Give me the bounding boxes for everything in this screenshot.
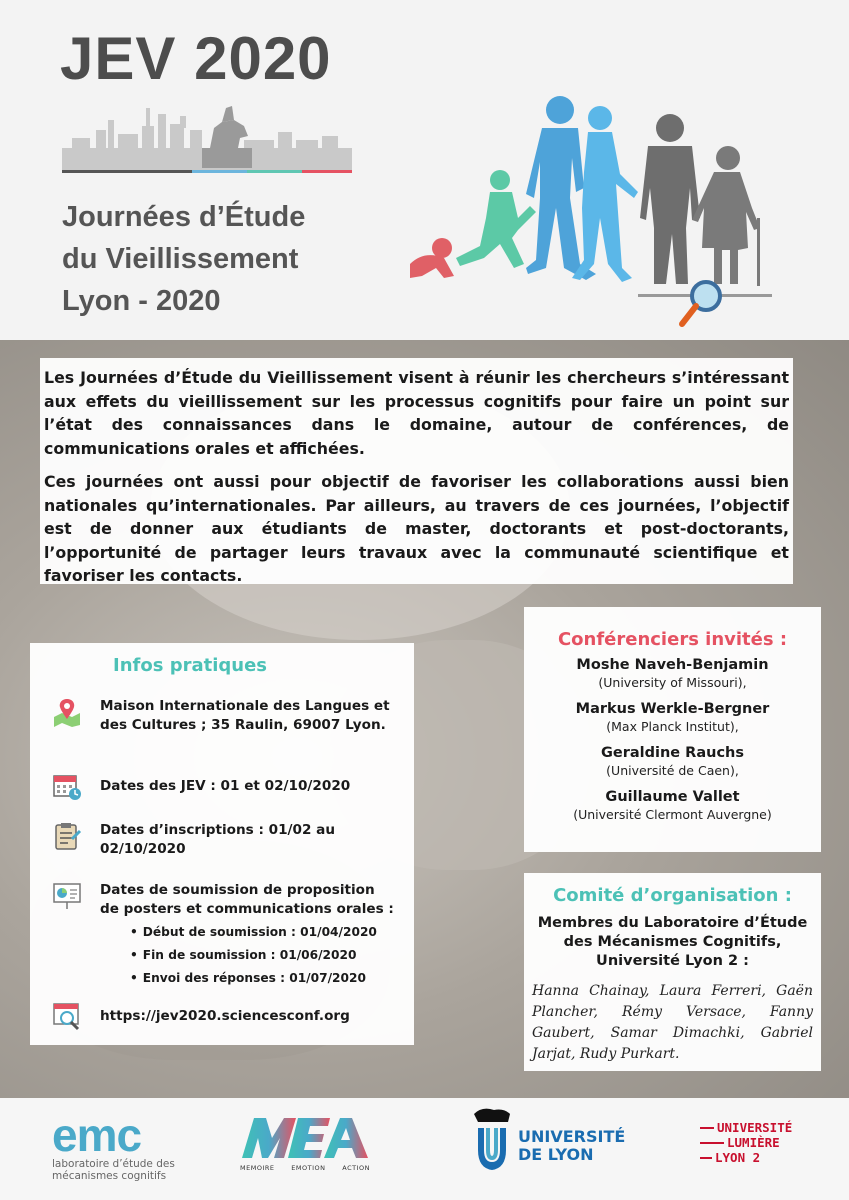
emc-logo xyxy=(52,1109,175,1182)
ul2-line: LYON 2 xyxy=(715,1150,761,1165)
intro-paragraph: Les Journées d’Étude du Vieillissement visent à réunir les chercheurs s’intéressant aux effets du vieillissement sur les processus cognitifs pour faire un point sur l’état des connaissances dans le domaine, autour de conférences, de communications orales et affichées. xyxy=(44,368,789,458)
speaker-affiliation: (Université Clermont Auvergne) xyxy=(573,807,772,822)
lion-crest-icon xyxy=(470,1106,514,1174)
udl-line: UNIVERSITÉ xyxy=(518,1127,626,1146)
speakers-title: Conférenciers invités : xyxy=(557,629,788,650)
lyon-skyline-icon xyxy=(62,100,352,178)
committee-box xyxy=(524,873,821,1071)
presentation-icon xyxy=(52,881,82,911)
footer-logos xyxy=(0,1098,849,1200)
ul2-line: UNIVERSITÉ xyxy=(717,1120,793,1135)
subtitle-line: Lyon - 2020 xyxy=(62,285,221,317)
ul2-line: LUMIÈRE xyxy=(727,1135,780,1150)
speaker-affiliation: (Max Planck Institut), xyxy=(606,719,739,734)
page-title: JEV 2020 xyxy=(60,25,332,92)
subtitle xyxy=(62,196,305,322)
list-item: • Envoi des réponses : 01/07/2020 xyxy=(130,967,377,990)
map-pin-icon xyxy=(52,697,82,727)
emc-line: laboratoire d’étude des xyxy=(52,1158,175,1170)
calendar-icon xyxy=(52,771,82,801)
speaker-name: Geraldine Rauchs xyxy=(600,745,745,761)
list-item: • Début de soumission : 01/04/2020 xyxy=(130,921,377,944)
ul2-logo xyxy=(700,1120,792,1165)
committee-subtitle: Membres du Laboratoire d’Étude des Mécanismes Cognitifs, Université Lyon 2 : xyxy=(537,915,808,969)
list-item: • Fin de soumission : 01/06/2020 xyxy=(130,944,377,967)
emc-wordmark: emc xyxy=(52,1109,142,1161)
globe-search-icon xyxy=(52,1001,82,1031)
infos-title: Infos pratiques xyxy=(113,655,267,676)
dates-jev-text: Dates des JEV : 01 et 02/10/2020 xyxy=(100,778,351,794)
clipboard-icon xyxy=(52,821,82,851)
speaker-name: Markus Werkle-Bergner xyxy=(575,701,770,717)
committee-members: Hanna Chainay, Laura Ferreri, Gaën Plancher, Rémy Versace, Fanny Gaubert, Samar Dimachki, Gabriel Jarjat, Rudy Purkart. xyxy=(532,983,813,1062)
mea-label: MEMOIRE xyxy=(240,1164,275,1172)
subtitle-line: Journées d’Étude xyxy=(62,201,306,233)
intro-box xyxy=(40,358,793,584)
speaker-affiliation: (University of Missouri), xyxy=(598,675,747,690)
location-text: Maison Internationale des Langues et des Cultures ; 35 Raulin, 69007 Lyon. xyxy=(100,698,390,733)
speaker-name: Guillaume Vallet xyxy=(605,789,740,805)
udl-line: DE LYON xyxy=(518,1145,594,1164)
inscriptions-text: Dates d’inscriptions : 01/02 au 02/10/2020 xyxy=(100,822,336,857)
speakers-box xyxy=(524,607,821,852)
submission-dates-list xyxy=(130,921,377,990)
emc-line: mécanismes cognitifs xyxy=(52,1170,167,1182)
ageing-figures-icon xyxy=(400,88,780,338)
committee-title: Comité d’organisation : xyxy=(553,885,792,906)
header xyxy=(0,0,849,340)
mea-logo xyxy=(240,1116,370,1172)
mea-label: EMOTION xyxy=(291,1164,326,1172)
mea-wordmark-icon xyxy=(240,1116,370,1160)
speaker-affiliation: (Université de Caen), xyxy=(606,763,739,778)
submission-text: Dates de soumission de proposition de posters et communications orales : xyxy=(100,882,394,917)
intro-paragraph: Ces journées ont aussi pour objectif de favoriser les collaborations aussi bien nationales qu’internationales. Par ailleurs, au travers de ces journées, l’objectif est de donner aux étudiants de master, doctorants et post-doctorants, l’opportunité de partager leurs travaux avec la communauté scientifique et favoriser les contacts. xyxy=(44,472,789,585)
mea-label: ACTION xyxy=(342,1164,370,1172)
infos-pratiques-box xyxy=(30,643,414,1045)
website-link[interactable]: https://jev2020.sciencesconf.org xyxy=(100,1008,350,1024)
subtitle-line: du Vieillissement xyxy=(62,243,299,275)
speaker-name: Moshe Naveh-Benjamin xyxy=(576,657,769,673)
